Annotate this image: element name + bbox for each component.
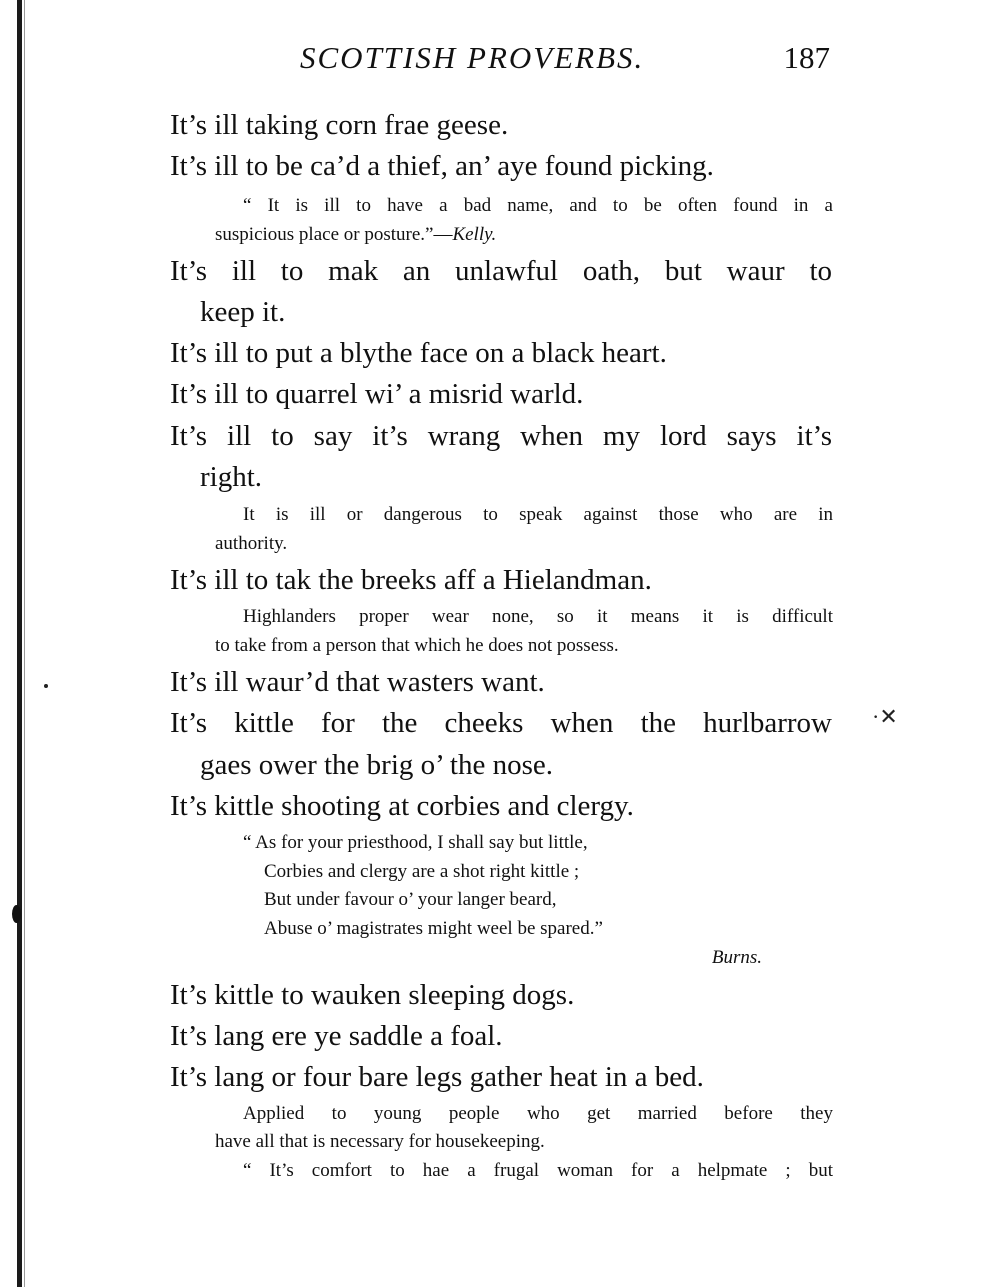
- verse-line: “ As for your priesthood, I shall say but little,: [243, 832, 588, 853]
- proverb-line: It’s kittle for the cheeks when the hurlbarrow: [170, 707, 832, 739]
- verse-attribution: Burns.: [711, 947, 762, 968]
- proverb-note-line: It is ill or dangerous to speak against those who are in: [243, 504, 833, 525]
- note-author: Kelly.: [452, 224, 497, 245]
- proverb-line-continued: gaes ower the brig o’ the nose.: [200, 749, 553, 781]
- proverb-note-line: [215, 223, 496, 247]
- verse-line: Abuse o’ magistrates might weel be spared.”: [264, 918, 603, 939]
- verse-line: But under favour o’ your langer beard,: [264, 889, 557, 910]
- margin-annotation-mark: ·✕: [872, 704, 898, 729]
- proverb-line: It’s ill to quarrel wi’ a misrid warld.: [170, 378, 584, 410]
- proverb-note-line: “ It is ill to have a bad name, and to be often found in a: [243, 195, 833, 216]
- proverb-line: It’s lang or four bare legs gather heat in a bed.: [170, 1061, 704, 1093]
- proverb-note-text: suspicious place or posture.”—: [215, 224, 453, 245]
- proverb-line: It’s ill to tak the breeks aff a Hielandman.: [170, 564, 652, 596]
- proverb-line: It’s ill to put a blythe face on a black heart.: [170, 337, 667, 369]
- proverb-line-continued: keep it.: [200, 296, 286, 328]
- proverb-note-line: authority.: [215, 533, 288, 554]
- proverb-line: It’s ill to say it’s wrang when my lord says it’s: [170, 420, 832, 452]
- proverb-line: It’s ill waur’d that wasters want.: [170, 666, 545, 698]
- proverb-line-continued: right.: [200, 461, 263, 493]
- proverb-line: It’s ill to mak an unlawful oath, but waur to: [170, 255, 832, 287]
- running-head: SCOTTISH PROVERBS.: [300, 40, 645, 75]
- proverb-line: It’s kittle to wauken sleeping dogs.: [170, 979, 575, 1011]
- proverb-note-line: have all that is necessary for housekeeping.: [215, 1131, 545, 1152]
- proverb-line: It’s ill to be ca’d a thief, an’ aye found picking.: [170, 150, 714, 182]
- proverb-note-line: to take from a person that which he does not possess.: [215, 635, 619, 656]
- proverb-note-line: Highlanders proper wear none, so it means it is difficult: [243, 606, 833, 627]
- page-number: 187: [783, 40, 830, 75]
- proverb-line: It’s lang ere ye saddle a foal.: [170, 1020, 503, 1052]
- proverb-line: It’s kittle shooting at corbies and clergy.: [170, 790, 634, 822]
- proverb-line: It’s ill taking corn frae geese.: [170, 109, 509, 141]
- proverb-note-line: Applied to young people who get married before they: [243, 1103, 833, 1124]
- verse-line: Corbies and clergy are a shot right kittle ;: [264, 861, 580, 882]
- proverb-note-line: “ It’s comfort to hae a frugal woman for a helpmate ; but: [243, 1160, 833, 1181]
